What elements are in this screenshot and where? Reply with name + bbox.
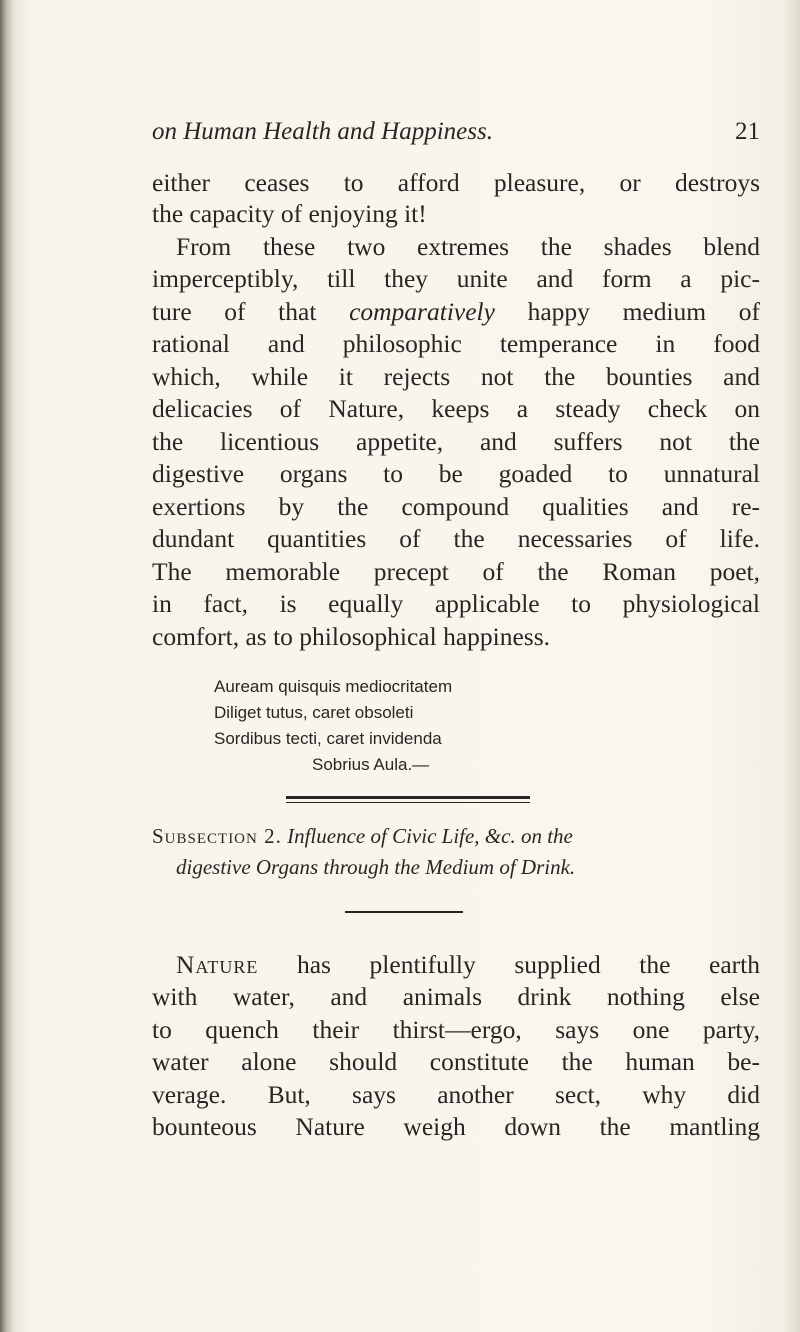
text-line: either ceases to afford pleasure, or destroys [152,168,760,197]
page-number: 21 [735,118,760,145]
running-title: on Human Health and Happiness. [152,118,493,145]
text-line: to quench their thirst—ergo, says one party, [152,1015,760,1044]
text-line: verage. But, says another sect, why did [152,1080,760,1109]
text-line [176,950,760,980]
text-line: bounteous Nature weigh down the mantling [152,1112,760,1141]
text-line: with water, and animals drink nothing else [152,982,760,1011]
text-line: which, while it rejects not the bounties and [152,362,760,391]
short-divider-rule [345,911,463,913]
quote-line: Diliget tutus, caret obsoleti [214,703,414,722]
italic-emphasis: comparatively [349,297,495,326]
text-line: in fact, is equally applicable to physiological [152,589,760,618]
subsection-heading-line2 [176,853,784,881]
quote-line: Sobrius Aula.— [312,755,430,774]
subsection-label: Subsection 2. [152,824,282,848]
text-line: delicacies of Nature, keeps a steady check on [152,394,760,423]
text-line: digestive organs to be goaded to unnatural [152,459,760,488]
text-span: has plentifully supplied the earth [296,950,760,979]
text-line: the licentious appetite, and suffers not the [152,427,760,456]
divider-rule [286,796,530,799]
text-line: imperceptibly, till they unite and form a pic- [152,264,760,293]
lead-word: Nature [176,950,259,979]
quote-line: Sordibus tecti, caret invidenda [214,729,442,748]
text-line: From these two extremes the shades blend [176,232,760,261]
text-line: dundant quantities of the necessaries of life. [152,524,760,553]
quote-line: Auream quisquis mediocritatem [214,677,453,696]
text-line: rational and philosophic temperance in food [152,329,760,358]
subsection-title-continued: digestive Organs through the Medium of Drink. [176,855,576,879]
text-line: The memorable precept of the Roman poet, [152,557,760,586]
subsection-heading [152,822,760,850]
text-line: water alone should constitute the human be- [152,1047,760,1076]
subsection-title: Influence of Civic Life, &c. on the [287,824,573,848]
text-line: exertions by the compound qualities and re- [152,492,760,521]
text-span: happy medium of [527,297,761,326]
divider-rule [286,802,530,803]
text-line [152,297,760,327]
text-line: comfort, as to philosophical happiness. [152,622,551,651]
text-span: ture of that [152,297,317,326]
text-line: the capacity of enjoying it! [152,199,427,228]
